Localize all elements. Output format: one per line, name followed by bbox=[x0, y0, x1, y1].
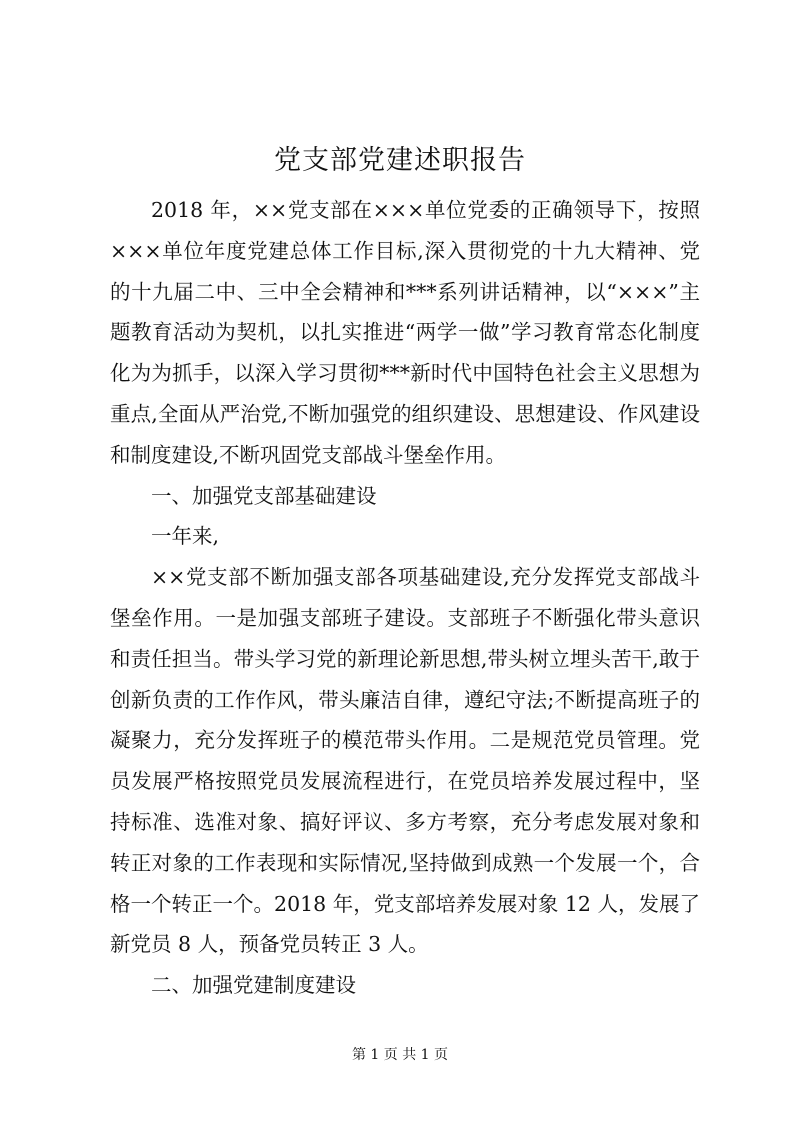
paragraph-section-1: ××党支部不断加强支部各项基础建设,充分发挥党支部战斗堡垒作用。一是加强支部班子建设。支部班子不断强化带头意识和责任担当。带头学习党的新理论新思想,带头树立埋头苦干,敢于创新负责的工作作风，带头廉洁自律，遵纪守法;不断提高班子的凝聚力，充分发挥班子的模范带头作用。二是规范党员管理。党员发展严格按照党员发展流程进行，在党员培养发展过程中，坚持标准、选准对象、搞好评议、多方考察，充分考虑发展对象和转正对象的工作表现和实际情况,坚持做到成熟一个发展一个，合格一个转正一个。2018 年，党支部培养发展对象 12 人，发展了新党员 8 人，预备党员转正 3 人。 bbox=[110, 565, 700, 957]
page-number: 第 1 页 共 1 页 bbox=[351, 1047, 449, 1063]
document-title: 党支部党建述职报告 bbox=[274, 145, 526, 176]
section-heading-1: 一、加强党支部基础建设 bbox=[151, 483, 377, 508]
document-body bbox=[110, 190, 700, 1006]
paragraph-intro: 2018 年，××党支部在×××单位党委的正确领导下，按照×××单位年度党建总体工作目标,深入贯彻党的十九大精神、党的十九届二中、三中全会精神和***系列讲话精神，以“×××”主题教育活动为契机，以扎实推进“两学一做”学习教育常态化制度化为为抓手，以深入学习贯彻***新时代中国特色社会主义思想为重点,全面从严治党,不断加强党的组织建设、思想建设、作风建设和制度建设,不断巩固党支部战斗堡垒作用。 bbox=[110, 198, 700, 467]
section-heading-2: 二、加强党建制度建设 bbox=[151, 973, 356, 998]
paragraph-lead: 一年来, bbox=[151, 524, 220, 549]
